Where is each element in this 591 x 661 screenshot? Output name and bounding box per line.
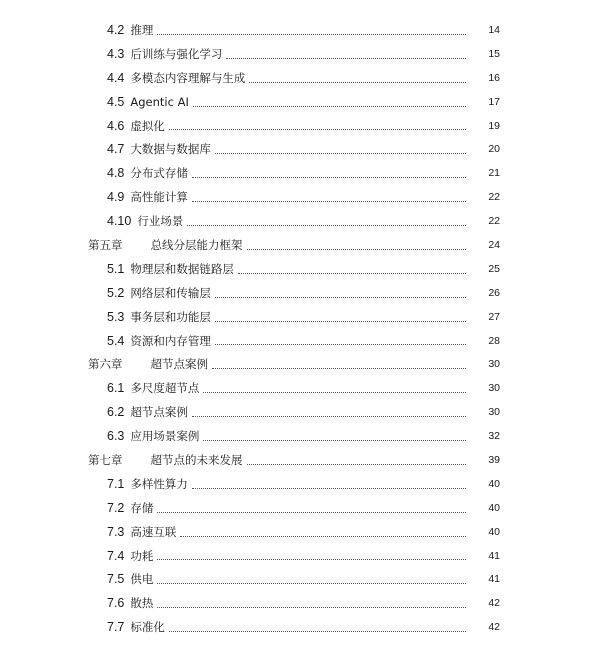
entry-page-number: 17 [488,95,500,108]
toc-section-entry[interactable] [0,400,591,424]
dot-leader [226,57,466,59]
entry-number: 第六章 [88,357,123,372]
entry-title: 功耗 [130,548,154,563]
dot-leader [215,152,466,154]
entry-number: 6.2 [107,405,125,420]
entry-title: 事务层和功能层 [130,309,211,324]
entry-page-number: 40 [488,477,500,490]
dot-leader [215,320,466,322]
toc-section-entry[interactable] [0,114,591,138]
entry-title: 超节点案例 [130,405,188,420]
toc-section-entry[interactable] [0,544,591,568]
entry-number: 5.3 [107,309,125,324]
entry-number: 7.6 [107,596,125,611]
dot-leader [192,200,466,202]
toc-section-entry[interactable] [0,591,591,615]
toc-section-entry[interactable] [0,281,591,305]
entry-page-number: 42 [488,621,500,634]
toc-chapter-entry[interactable] [0,233,591,257]
toc-section-entry[interactable] [0,66,591,90]
entry-title: 资源和内存管理 [130,333,211,348]
entry-number: 4.2 [107,22,125,37]
dot-leader [247,248,467,250]
toc-section-entry[interactable] [0,161,591,185]
dot-leader [169,630,466,632]
toc-section-entry[interactable] [0,615,591,639]
entry-title: 多样性算力 [130,476,188,491]
entry-number: 7.7 [107,620,125,635]
entry-title: 网络层和传输层 [130,285,211,300]
entry-page-number: 30 [488,382,500,395]
entry-title: 标准化 [130,620,165,635]
entry-page-number: 24 [488,238,500,251]
entry-page-number: 40 [488,501,500,514]
entry-number: 5.1 [107,261,125,276]
entry-page-number: 15 [488,47,500,60]
entry-title: 高性能计算 [130,190,188,205]
dot-leader [157,606,466,608]
entry-page-number: 42 [488,597,500,610]
toc-section-entry[interactable] [0,305,591,329]
entry-title: 超节点案例 [150,357,208,372]
toc-section-entry[interactable] [0,42,591,66]
toc-section-entry[interactable] [0,424,591,448]
entry-title: 虚拟化 [130,118,165,133]
dot-leader [192,415,466,417]
toc-section-entry[interactable] [0,257,591,281]
entry-page-number: 28 [488,334,500,347]
dot-leader [157,511,466,513]
dot-leader [215,343,466,345]
dot-leader [157,582,466,584]
toc-section-entry[interactable] [0,18,591,42]
entry-page-number: 25 [488,262,500,275]
toc-section-entry[interactable] [0,520,591,544]
entry-title: 高速互联 [130,524,177,539]
toc-chapter-entry[interactable] [0,448,591,472]
entry-title: 供电 [130,572,154,587]
entry-page-number: 19 [488,119,500,132]
toc-section-entry[interactable] [0,496,591,520]
entry-number: 6.1 [107,381,125,396]
dot-leader [169,128,466,130]
dot-leader [180,535,466,537]
toc-section-entry[interactable] [0,472,591,496]
entry-title: 应用场景案例 [130,429,200,444]
entry-page-number: 27 [488,310,500,323]
table-of-contents [0,18,591,639]
dot-leader [238,272,466,274]
dot-leader [193,105,466,107]
entry-page-number: 30 [488,358,500,371]
entry-number: 4.6 [107,118,125,133]
toc-section-entry[interactable] [0,209,591,233]
dot-leader [249,81,466,83]
entry-title: 推理 [130,22,154,37]
entry-number: 4.4 [107,70,125,85]
dot-leader [212,367,466,369]
entry-page-number: 41 [488,549,500,562]
entry-number: 4.7 [107,142,125,157]
entry-number: 4.3 [107,46,125,61]
dot-leader [192,487,466,489]
dot-leader [215,296,466,298]
entry-page-number: 22 [488,215,500,228]
entry-number: 7.4 [107,548,125,563]
entry-number: 7.3 [107,524,125,539]
entry-title: 物理层和数据链路层 [130,261,234,276]
entry-title: 存储 [130,500,154,515]
entry-page-number: 21 [488,167,500,180]
toc-section-entry[interactable] [0,329,591,353]
entry-title: 总线分层能力框架 [150,237,243,252]
entry-number: 5.2 [107,285,125,300]
toc-section-entry[interactable] [0,137,591,161]
entry-number: 第五章 [88,237,123,252]
entry-page-number: 16 [488,71,500,84]
dot-leader [203,439,466,441]
dot-leader [157,33,466,35]
entry-number: 4.8 [107,166,125,181]
entry-page-number: 32 [488,430,500,443]
entry-number: 5.4 [107,333,125,348]
entry-page-number: 22 [488,191,500,204]
toc-section-entry[interactable] [0,376,591,400]
entry-number: 4.10 [107,214,132,229]
dot-leader [187,224,466,226]
entry-number: 4.9 [107,190,125,205]
dot-leader [157,558,466,560]
toc-section-entry[interactable] [0,90,591,114]
entry-number: 4.5 [107,94,125,109]
entry-page-number: 20 [488,143,500,156]
entry-page-number: 39 [488,453,500,466]
toc-section-entry[interactable] [0,185,591,209]
entry-title: 多模态内容理解与生成 [130,70,246,85]
entry-page-number: 41 [488,573,500,586]
entry-page-number: 14 [488,23,500,36]
entry-number: 第七章 [88,452,123,467]
entry-title: 多尺度超节点 [130,381,200,396]
entry-title: 大数据与数据库 [130,142,211,157]
dot-leader [247,463,467,465]
entry-title: 散热 [130,596,154,611]
entry-title: 后训练与强化学习 [130,46,223,61]
dot-leader [203,391,466,393]
entry-title: 超节点的未来发展 [150,452,243,467]
toc-chapter-entry[interactable] [0,352,591,376]
entry-page-number: 30 [488,406,500,419]
entry-title: 行业场景 [137,214,184,229]
entry-title: 分布式存储 [130,166,188,181]
entry-page-number: 40 [488,525,500,538]
toc-section-entry[interactable] [0,567,591,591]
dot-leader [192,176,466,178]
entry-number: 7.1 [107,476,125,491]
entry-title: Agentic AI [130,94,189,109]
entry-number: 7.5 [107,572,125,587]
entry-number: 7.2 [107,500,125,515]
entry-number: 6.3 [107,429,125,444]
entry-page-number: 26 [488,286,500,299]
